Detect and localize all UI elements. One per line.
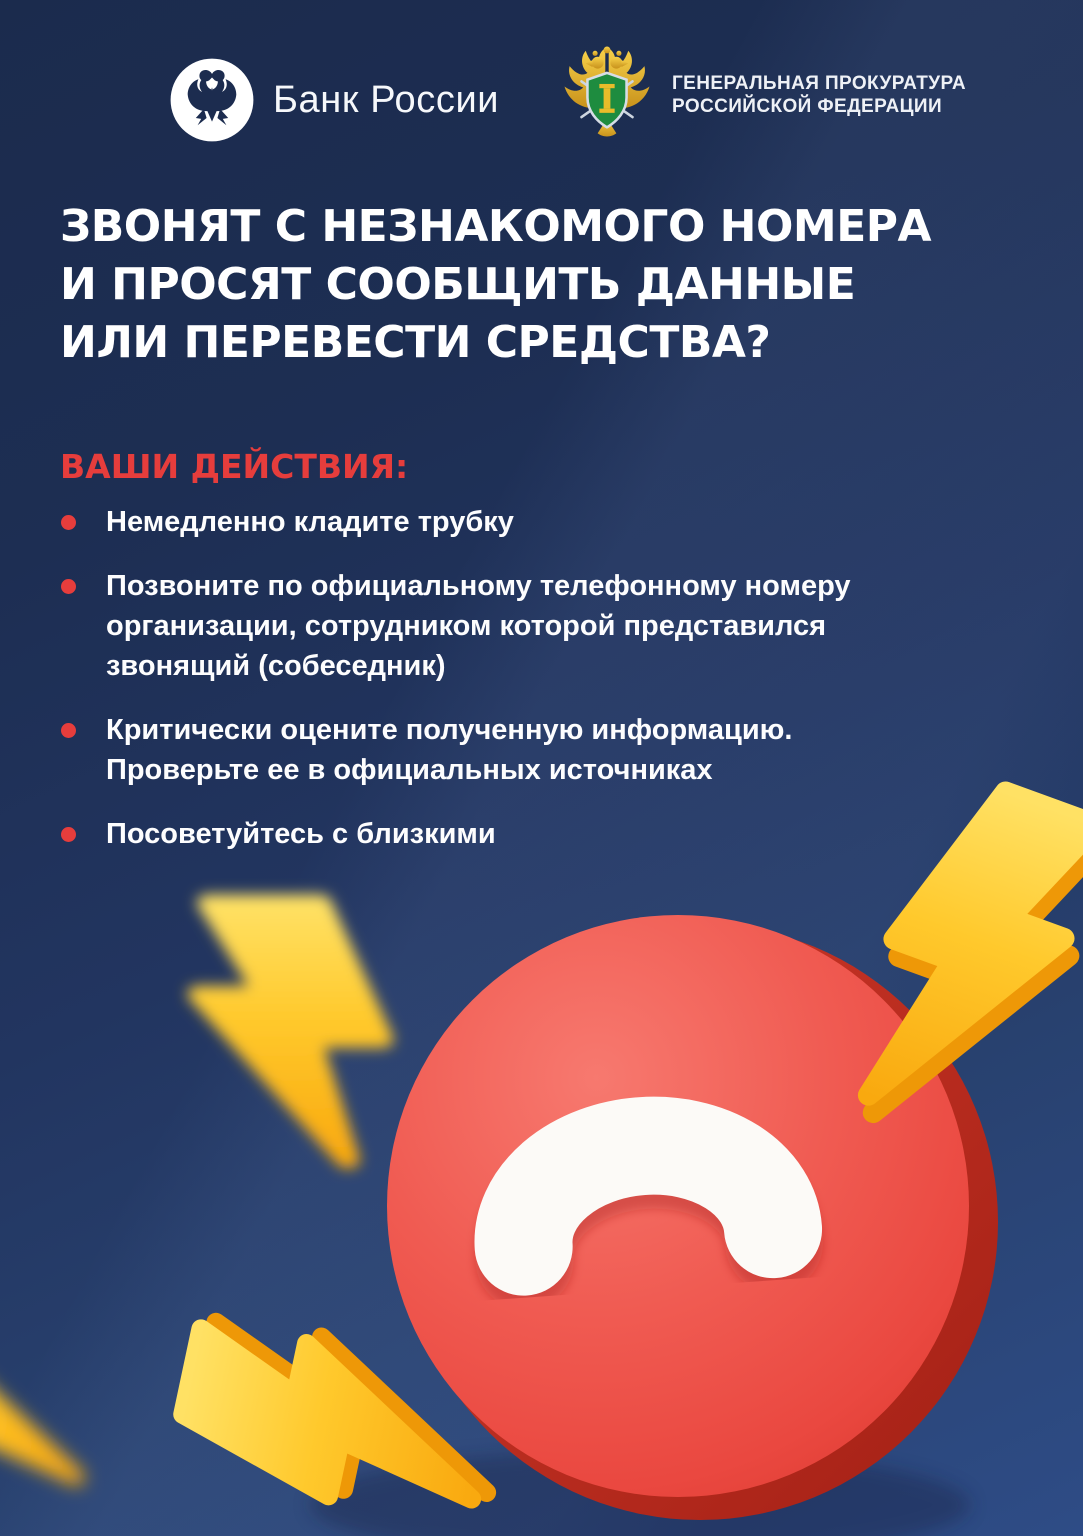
hang-up-phone-icon: [517, 1137, 774, 1260]
prosecutor-name-line-1: ГЕНЕРАЛЬНАЯ ПРОКУРАТУРА: [672, 73, 967, 94]
actions-title: ВАШИ ДЕЙСТВИЯ:: [60, 447, 409, 486]
prosecutor-emblem-icon: [556, 44, 658, 146]
list-item: [60, 710, 910, 790]
action-text: Критически оцените полученную информацию. Проверьте ее в официальных источниках: [106, 714, 793, 786]
action-text: Позвоните по официальному телефонному номеру организации, сотрудником которой представился звонящий (собеседник): [106, 570, 851, 682]
action-text: Немедленно кладите трубку: [106, 506, 514, 538]
disc-shadow: [310, 1450, 970, 1536]
bullet-icon: [61, 827, 76, 842]
prosecutor-general-brand: [556, 44, 966, 146]
bank-of-russia-brand: [167, 55, 499, 145]
bullet-icon: [61, 579, 76, 594]
list-item: [60, 814, 910, 854]
lightning-bolt-icon: [199, 903, 381, 1161]
bank-of-russia-name: Банк России: [273, 78, 500, 121]
list-item: [60, 502, 910, 542]
poster-title-line: ЗВОНЯТ С НЕЗНАКОМОГО НОМЕРА: [60, 201, 932, 252]
lightning-bolt-icon: [172, 1312, 511, 1528]
bullet-icon: [61, 515, 76, 530]
bullet-icon: [61, 723, 76, 738]
action-text: Посоветуйтесь с близкими: [106, 818, 496, 850]
prosecutor-name-line-2: РОССИЙСКОЙ ФЕДЕРАЦИИ: [672, 96, 943, 117]
poster-title-line: ИЛИ ПЕРЕВЕСТИ СРЕДСТВА?: [60, 317, 771, 368]
list-item: [60, 566, 910, 686]
poster-title-line: И ПРОСЯТ СООБЩИТЬ ДАННЫЕ: [60, 259, 856, 310]
poster-title: [60, 198, 1050, 372]
phone-disc-illustration: [387, 915, 998, 1520]
prosecutor-general-name: [672, 72, 966, 118]
bank-of-russia-logo-icon: [167, 55, 257, 145]
lightning-bolt-icon: [0, 1328, 97, 1500]
actions-list: [60, 502, 910, 878]
